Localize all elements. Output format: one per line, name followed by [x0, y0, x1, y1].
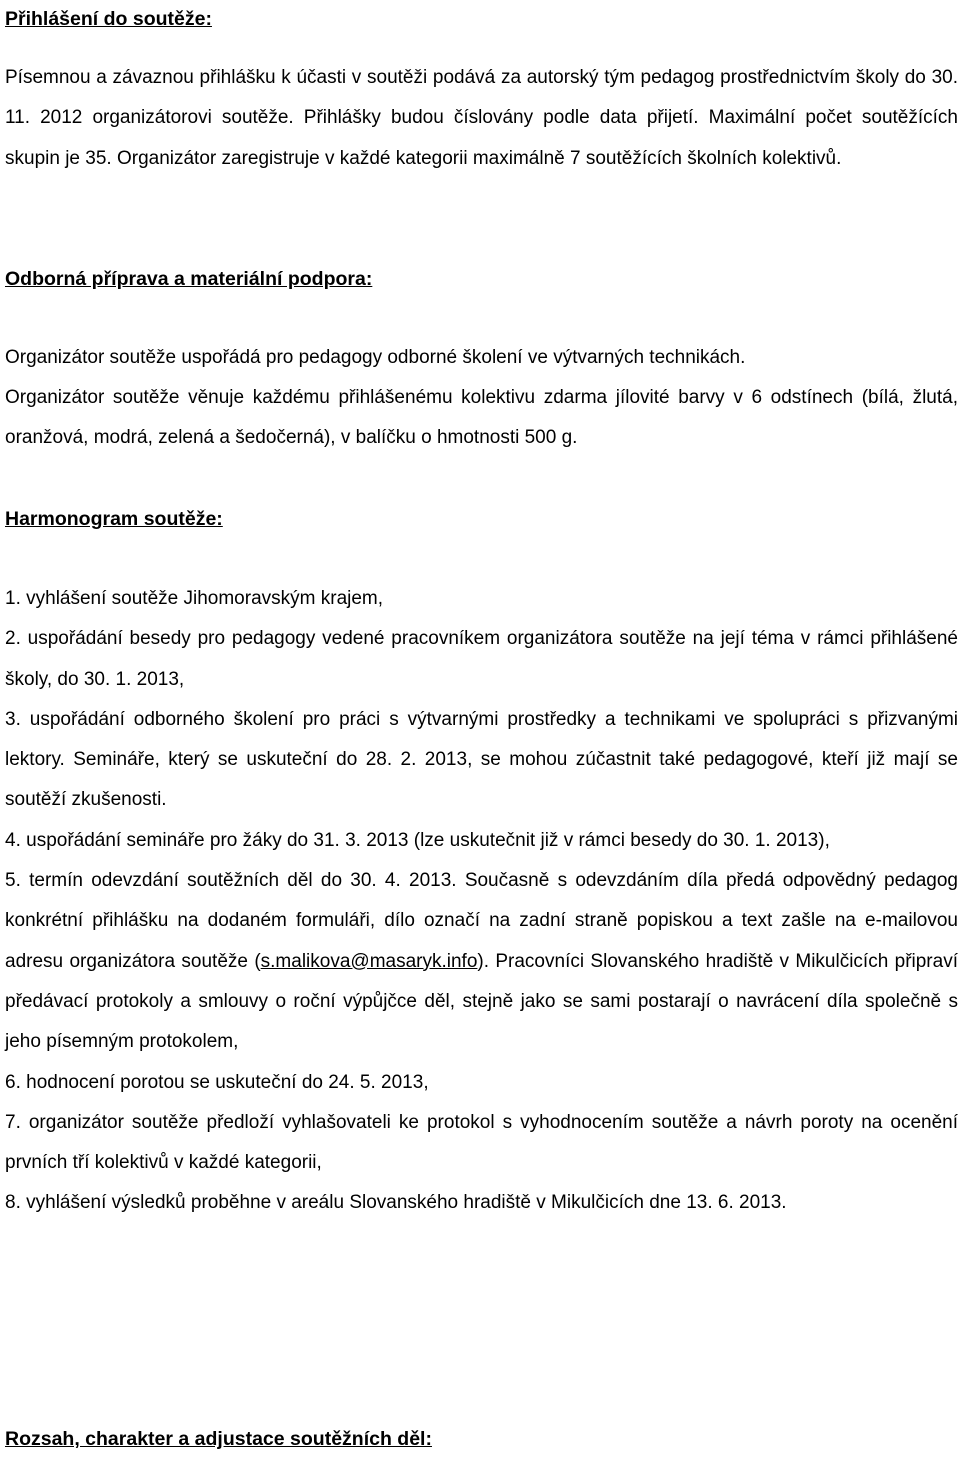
schedule-item-6: 6. hodnocení porotou se uskuteční do 24. 5. 2013, [5, 1071, 429, 1093]
registration-heading: Přihlášení do soutěže: [5, 8, 212, 30]
registration-paragraph: Písemnou a závaznou přihlášku k účasti v soutěži podává za autorský tým pedagog prostřednictvím školy do 30. 11. 2012 organizátorovi soutěže. Přihlášky budou číslovány podle data přijetí. Maximální počet soutěžících skupin je 35. Organizátor zaregistruje v každé kategorii maximálně 7 soutěžících školních kolektivů. [5, 67, 958, 169]
schedule-list [5, 579, 958, 1224]
schedule-item-8: 8. vyhlášení výsledků proběhne v areálu Slovanského hradiště v Mikulčicích dne 13. 6. 2013. [5, 1192, 787, 1214]
support-paragraph-1: Organizátor soutěže uspořádá pro pedagogy odborné školení ve výtvarných technikách. [5, 347, 746, 368]
support-paragraph-2: Organizátor soutěže věnuje každému přihlášenému kolektivu zdarma jílovité barvy v 6 odstínech (bílá, žlutá, oranžová, modrá, zelená a šedočerná), v balíčku o hmotnosti 500 g. [5, 387, 958, 449]
schedule-item-7: 7. organizátor soutěže předloží vyhlašovateli ke protokol s vyhodnocením soutěže a návrh poroty na ocenění prvních tří kolektivů v každé kategorii, [5, 1111, 958, 1174]
schedule-item-5 [5, 861, 958, 1062]
schedule-item-1: 1. vyhlášení soutěže Jihomoravským krajem, [5, 588, 384, 609]
scope-heading: Rozsah, charakter a adjustace soutěžních děl: [5, 1428, 432, 1450]
schedule-heading: Harmonogram soutěže: [5, 508, 223, 530]
schedule-item-5-text: 5. termín odevzdání soutěžních děl do 30. 4. 2013. Současně s odevzdáním díla předá odpovědný pedagog konkrétní přihlášku na dodaném formuláři, dílo označí na zadní straně popiskou a text zašle na e-mailovou adresu organizátora soutěže ( [5, 870, 958, 972]
support-heading: Odborná příprava a materiální podpora: [5, 268, 373, 290]
schedule-item-2: 2. uspořádání besedy pro pedagogy vedené pracovníkem organizátora soutěže na její téma v rámci přihlášené školy, do 30. 1. 2013, [5, 628, 958, 690]
schedule-item-4: 4. uspořádání semináře pro žáky do 31. 3. 2013 (lze uskutečnit již v rámci besedy do 30. 1. 2013), [5, 829, 830, 851]
schedule-item-3: 3. uspořádání odborného školení pro práci s výtvarnými prostředky a technikami ve spolupráci s přizvanými lektory. Semináře, který se uskuteční do 28. 2. 2013, se mohou zúčastnit také pedagogové, kteří již mají se soutěží zkušenosti. [5, 708, 958, 811]
schedule-item-5-text-end: ). Pracovníci Slovanského hradiště v Mikulčicích připraví předávací protokoly a smlouvy o roční výpůjčce děl, stejně jako se sami postarají o navrácení díla společně s jeho písemným protokolem, [5, 950, 958, 1053]
organizer-email-link[interactable]: s.malikova@masaryk.info [260, 950, 478, 972]
